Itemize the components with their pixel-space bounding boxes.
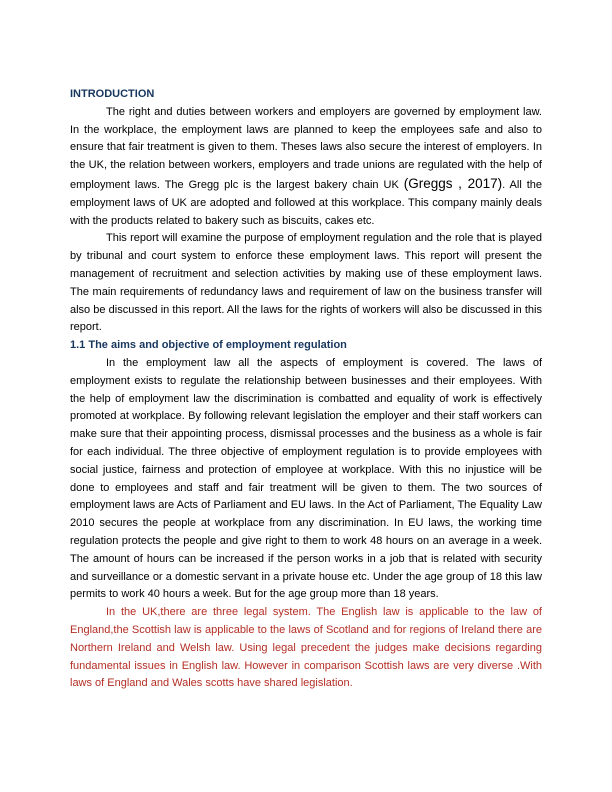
paragraph-1-text: The right and duties between workers and employers are governed by employment law. In the workplace, the employment laws are planned to keep the employees safe and also to ensure that fair treatment is given to them. Theses laws also secure the interest of employers. In the UK, the relation between workers, employers and trade unions are regulated with the help of employment laws. The Gregg plc is the largest bakery chain UK (70, 105, 542, 191)
document-content (70, 86, 542, 693)
paragraph-1-continued: . All the employment laws of UK are adopted and followed at this workplace. This company mainly deals with the products related to bakery such as biscuits, cakes etc. (70, 178, 543, 227)
paragraph-introduction-2: This report will examine the purpose of employment regulation and the role that is played by tribunal and court system to enforce these employment laws. This report will present the management of recruitment and selection activities by making use of these employment laws. The main requirements of redundancy laws and requirement of law on the business transfer will also be discussed in this report. All the laws for the rights of workers will also be discussed in this report. (70, 232, 542, 334)
citation-greggs-2017: (Greggs , 2017) (403, 175, 503, 191)
section-heading-introduction: INTRODUCTION (70, 88, 155, 100)
section-heading-aims-objective: 1.1 The aims and objective of employment regulation (70, 339, 347, 352)
paragraph-uk-legal-systems: In the UK,there are three legal system. The English law is applicable to the law of England,the Scottish law is applicable to the laws of Scotland and for regions of Ireland there are Northern Ireland and Welsh law. Using legal precedent the judges make decisions regarding fundamental issues in English law. However in comparison Scottish laws are very diverse .With laws of England and Wales scotts have shared legislation. (70, 606, 542, 690)
paragraph-aims-objective: In the employment law all the aspects of employment is covered. The laws of employment exists to regulate the relationship between businesses and their employees. With the help of employment law the discrimination is combatted and equality of work is effectively promoted at workplace. By following relevant legislation the employer and their staff workers can make sure that their appointing process, dismissal processes and the business as a whole is fair for each individual. The three objective of employment regulation is to provide employees with social justice, fairness and protection of employee at workplace. With this no injustice will be done to employees and staff and fair treatment will be given to them. The two sources of employment laws are Acts of Parliament and EU laws. In the Act of Parliament, The Equality Law 2010 secures the people at workplace from any discrimination. In EU laws, the working time regulation protects the people and give right to them to work 48 hours on an average in a week. The amount of hours can be increased if the person works in a job that is related with security and surveillance or a domestic servant in a private house etc. Under the age group of 18 this law permits to work 40 hours a week. But for the age group more than 18 years. (70, 356, 542, 601)
paragraph-introduction-1 (70, 104, 542, 231)
